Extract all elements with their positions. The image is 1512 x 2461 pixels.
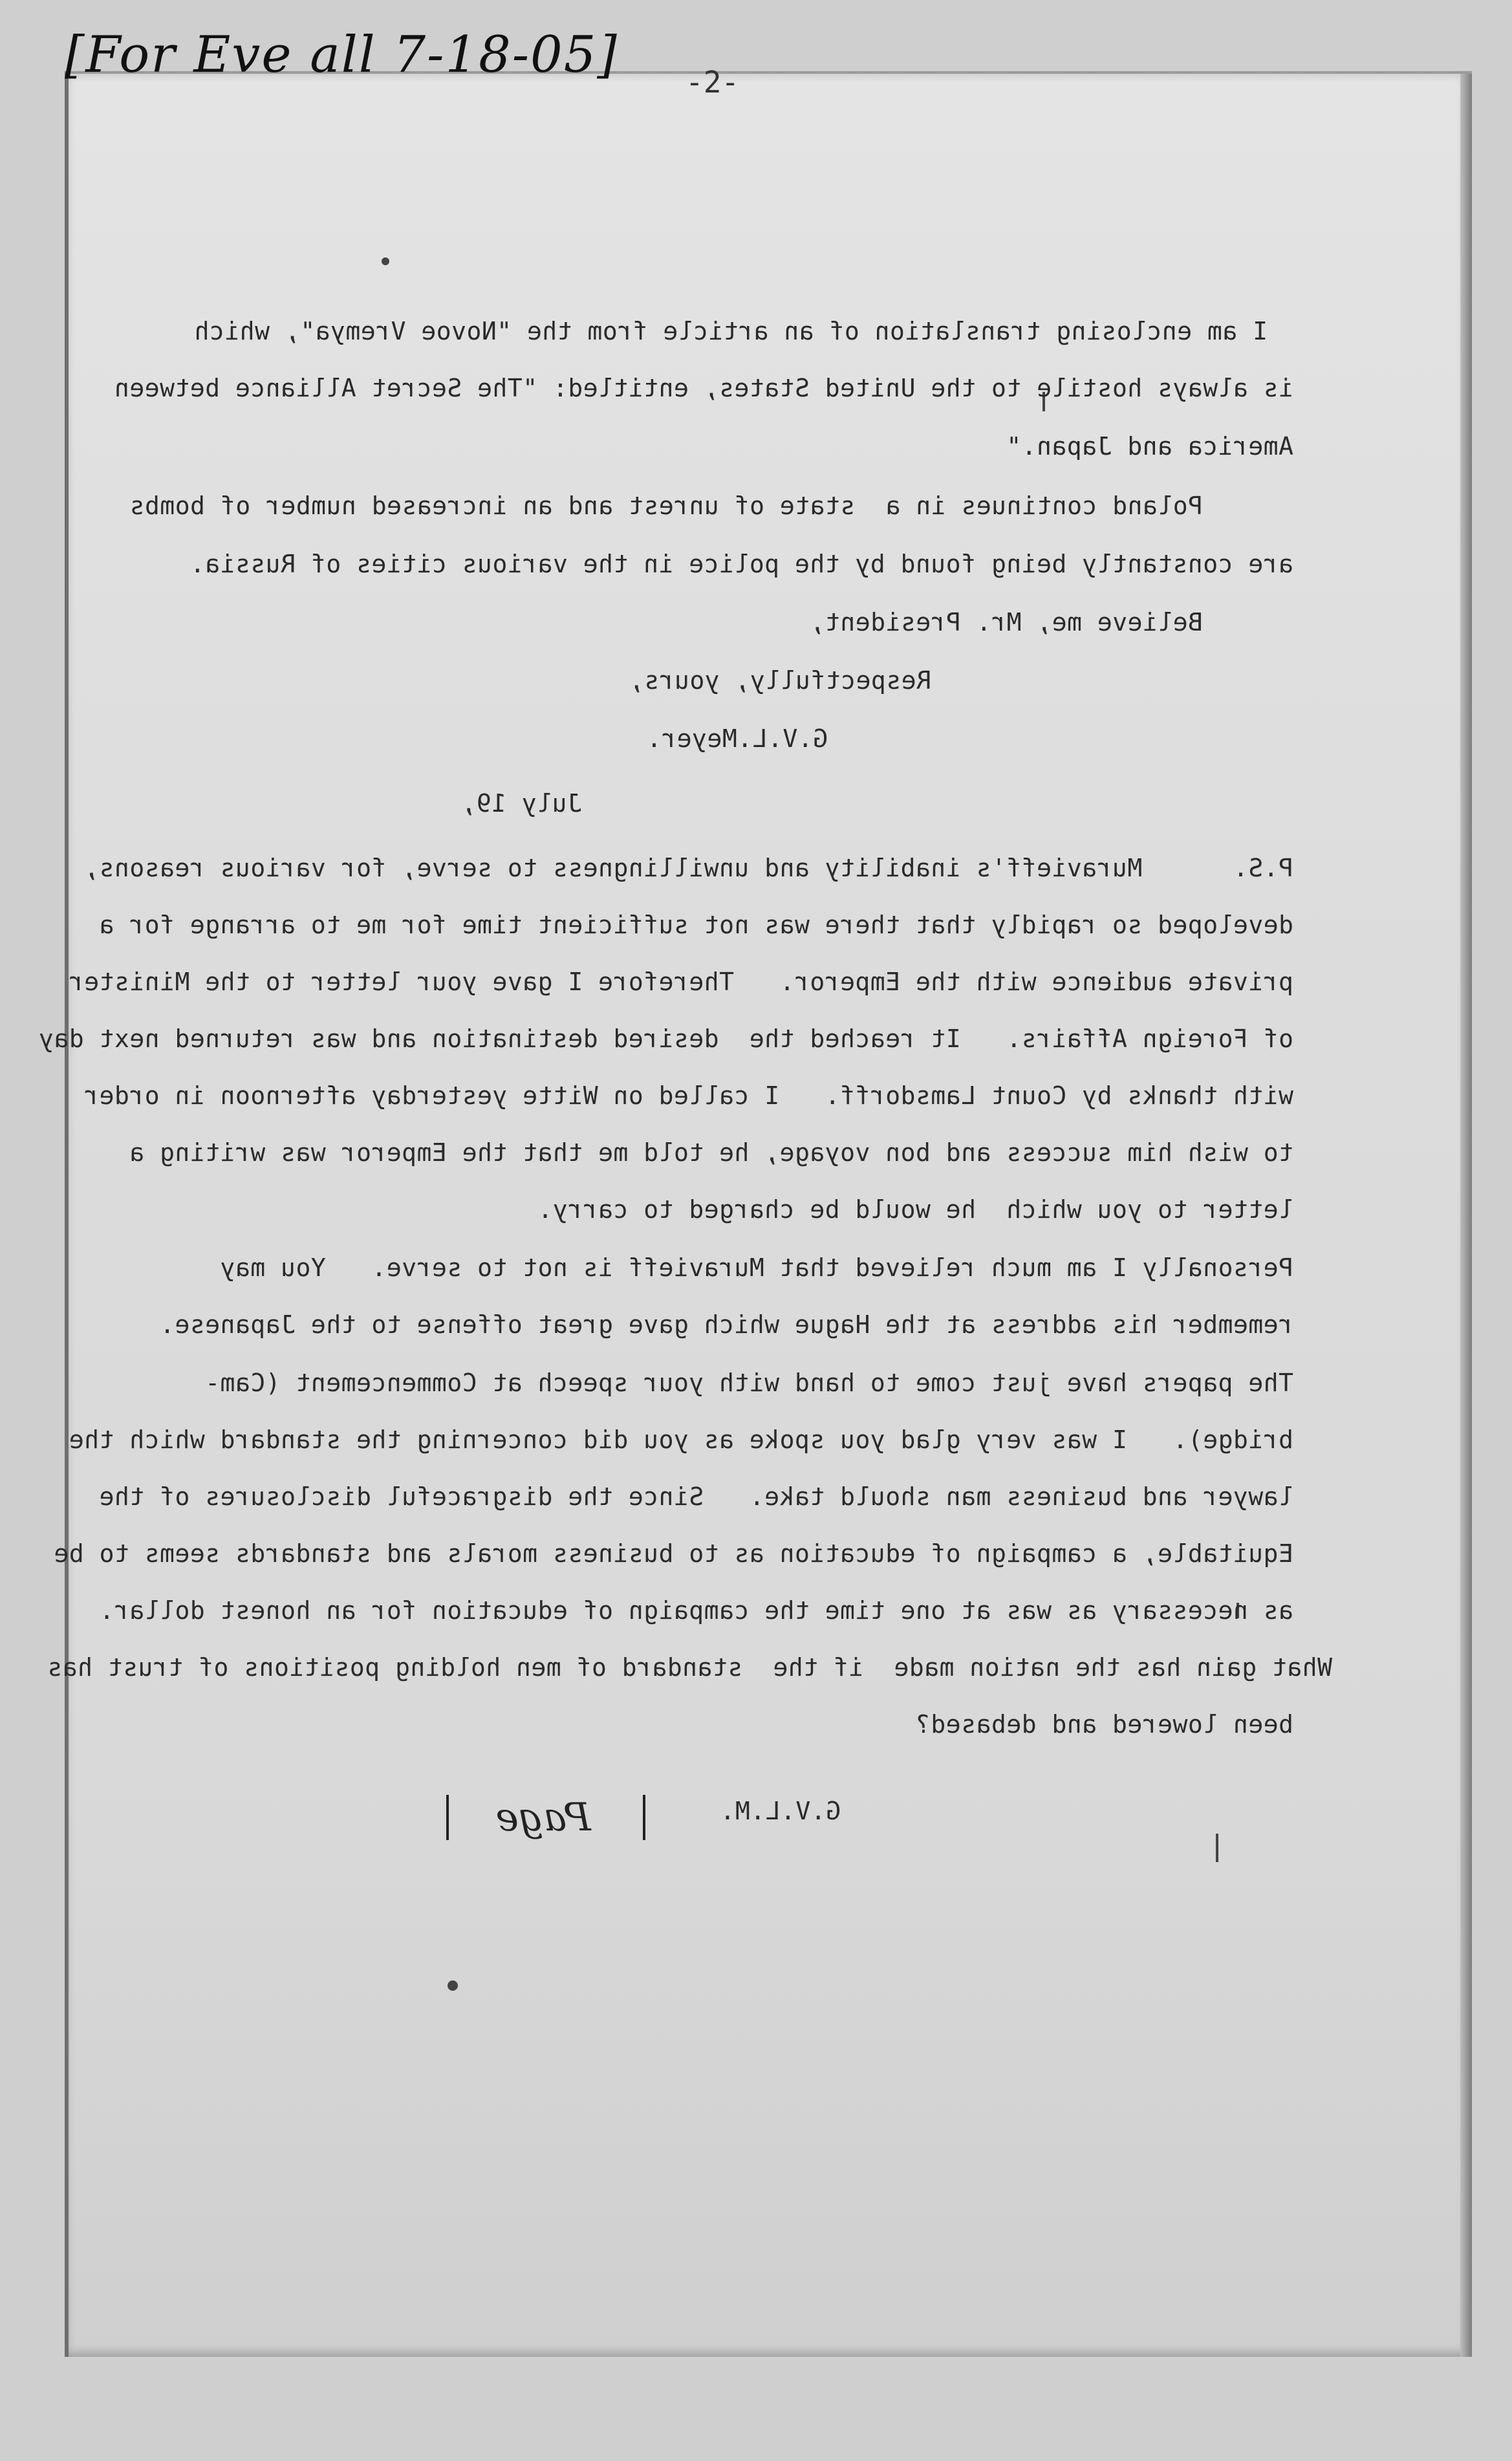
body-line: America and Japan." — [1006, 432, 1293, 461]
body-line: been lowered and debased? — [915, 1710, 1293, 1739]
body-line: lawyer and business man should take. Since the disgraceful disclosures of the — [99, 1482, 1293, 1511]
body-line: bridge). I was very glad you spoke as you did concerning the standard which the — [69, 1426, 1293, 1454]
ink-dot — [382, 257, 389, 265]
body-line: are constantly being found by the police in the various cities of Russia. — [189, 550, 1293, 578]
body-line: private audience with the Emperor. Therefore I gave your letter to the Minister — [69, 968, 1293, 996]
body-line: The papers have just come to hand with your speech at Commencement (Cam- — [204, 1369, 1293, 1397]
body-line: is always hostile to the United States, entitled: "The Secret Alliance between — [114, 374, 1293, 402]
body-line: to wish him success and bon voyage, he told me that the Emperor was writing a — [129, 1138, 1293, 1167]
body-line: Believe me, Mr. President, — [810, 608, 1203, 636]
body-line: letter to you which he would be charged to carry. — [537, 1195, 1293, 1224]
closing: Respectfully, yours, — [629, 666, 931, 695]
date: July 19, — [460, 789, 582, 818]
body-line: I am enclosing translation of an article from the "Novoe Vremya", which — [194, 317, 1268, 345]
margin-mark — [1216, 1834, 1218, 1862]
body-line: Personally I am much relieved that Muravieff is not to serve. You may — [220, 1253, 1293, 1282]
body-line: P.S. Muravieff's inability and unwillingness to serve, for various reasons, — [83, 854, 1293, 882]
handwritten-annotation: [For Eve all 7-18-05] — [65, 26, 618, 84]
signature: G.V.L.Meyer. — [646, 724, 828, 753]
ink-dot — [448, 1980, 458, 1991]
body-line: Equitable, a campaign of education as to business morals and standards seems to be — [54, 1539, 1293, 1568]
page-number: -2- — [686, 65, 740, 100]
body-line: What gain has the nation made if the standard of men holding positions of trust has — [47, 1653, 1332, 1682]
body-line: of Foreign Affairs. It reached the desired destination and was returned next day — [38, 1025, 1293, 1053]
body-line: developed so rapidly that there was not sufficient time for me to arrange for a — [99, 911, 1293, 939]
body-line: remember his address at the Hague which gave great offense to the Japanese. — [159, 1310, 1293, 1339]
page-stamp: Page — [495, 1795, 591, 1840]
body-line: with thanks by Count Lamsdorff. I called on Witte yesterday afternoon in order — [83, 1081, 1293, 1110]
initials: G.V.L.M. — [719, 1797, 841, 1825]
body-line: Poland continues in a state of unrest and an increased number of bombs — [129, 492, 1203, 520]
body-line: as necessary as was at one time the campaign of education for an honest dollar. — [99, 1596, 1293, 1625]
page-edge-shadow — [1460, 74, 1472, 2357]
